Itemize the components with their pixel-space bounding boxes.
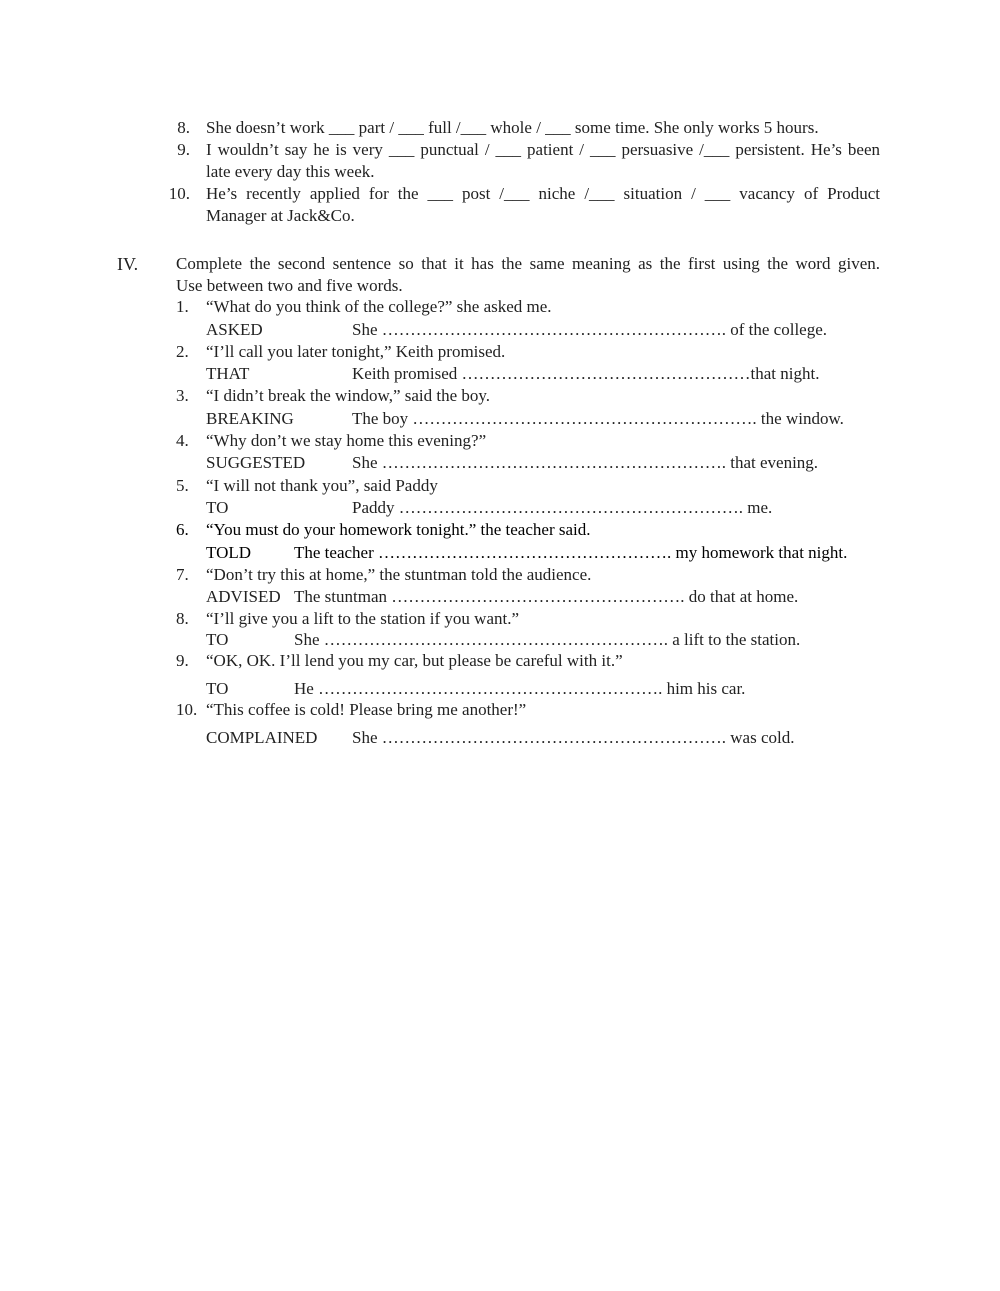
keyword: BREAKING	[206, 409, 294, 428]
item-number: 8.	[177, 118, 190, 137]
item-number: 8.	[176, 609, 189, 628]
original-sentence: “I’ll give you a lift to the station if you want.”	[206, 609, 520, 628]
keyword: ADVISED	[206, 587, 281, 606]
answer-line: The teacher ……………………………………………. my homework that night.	[294, 543, 848, 562]
item-number: 10.	[176, 700, 198, 719]
item-text: She doesn’t work ___ part / ___ full /___ whole / ___ some time. She only works 5 hours.	[206, 118, 819, 137]
original-sentence: “I didn’t break the window,” said the boy.	[206, 386, 491, 405]
answer-line: The boy ……………………………………………………. the window.	[352, 409, 844, 428]
answer-line: He ……………………………………………………. him his car.	[294, 679, 746, 698]
original-sentence: “This coffee is cold! Please bring me another!”	[206, 700, 527, 719]
section-4-instruction-continued: Use between two and five words.	[176, 276, 403, 295]
keyword: TO	[206, 679, 229, 698]
original-sentence: “I will not thank you”, said Paddy	[206, 476, 438, 495]
keyword: THAT	[206, 364, 250, 383]
item-number: 7.	[176, 565, 189, 584]
keyword: COMPLAINED	[206, 728, 318, 747]
item-text-continued: Manager at Jack&Co.	[206, 206, 355, 225]
item-number: 4.	[176, 431, 189, 450]
keyword: SUGGESTED	[206, 453, 306, 472]
item-number: 6.	[176, 520, 189, 539]
item-text-continued: late every day this week.	[206, 162, 375, 181]
keyword: TO	[206, 630, 229, 649]
original-sentence: “You must do your homework tonight.” the teacher said.	[206, 520, 591, 539]
original-sentence: “I’ll call you later tonight,” Keith promised.	[206, 342, 506, 361]
answer-line: She ……………………………………………………. a lift to the station.	[294, 630, 801, 649]
item-text: I wouldn’t say he is very ___ punctual / ___ patient / ___ persuasive /___ persistent. He’s been	[206, 140, 880, 159]
answer-line: She ……………………………………………………. that evening.	[352, 453, 819, 472]
answer-line: The stuntman ……………………………………………. do that at home.	[294, 587, 799, 606]
original-sentence: “Why don’t we stay home this evening?”	[206, 431, 487, 450]
section-4-instruction: Complete the second sentence so that it has the same meaning as the first using the word given.	[176, 254, 880, 273]
answer-line: Keith promised ……………………………………………that night.	[352, 364, 820, 383]
original-sentence: “OK, OK. I’ll lend you my car, but please be careful with it.”	[206, 651, 623, 670]
item-number: 3.	[176, 386, 189, 405]
original-sentence: “What do you think of the college?” she asked me.	[206, 297, 552, 316]
item-number: 5.	[176, 476, 189, 495]
item-number: 10.	[168, 184, 190, 203]
answer-line: Paddy ……………………………………………………. me.	[352, 498, 773, 517]
item-number: 9.	[176, 651, 189, 670]
item-number: 2.	[176, 342, 189, 361]
keyword: ASKED	[206, 320, 263, 339]
keyword: TOLD	[206, 543, 252, 562]
section-4-numeral: IV.	[117, 254, 139, 274]
original-sentence: “Don’t try this at home,” the stuntman told the audience.	[206, 565, 592, 584]
answer-line: She ……………………………………………………. was cold.	[352, 728, 795, 747]
answer-line: She ……………………………………………………. of the college.	[352, 320, 828, 339]
keyword: TO	[206, 498, 229, 517]
item-text: He’s recently applied for the ___ post /___ niche /___ situation / ___ vacancy of Product	[206, 184, 880, 203]
item-number: 9.	[177, 140, 190, 159]
item-number: 1.	[176, 297, 189, 316]
